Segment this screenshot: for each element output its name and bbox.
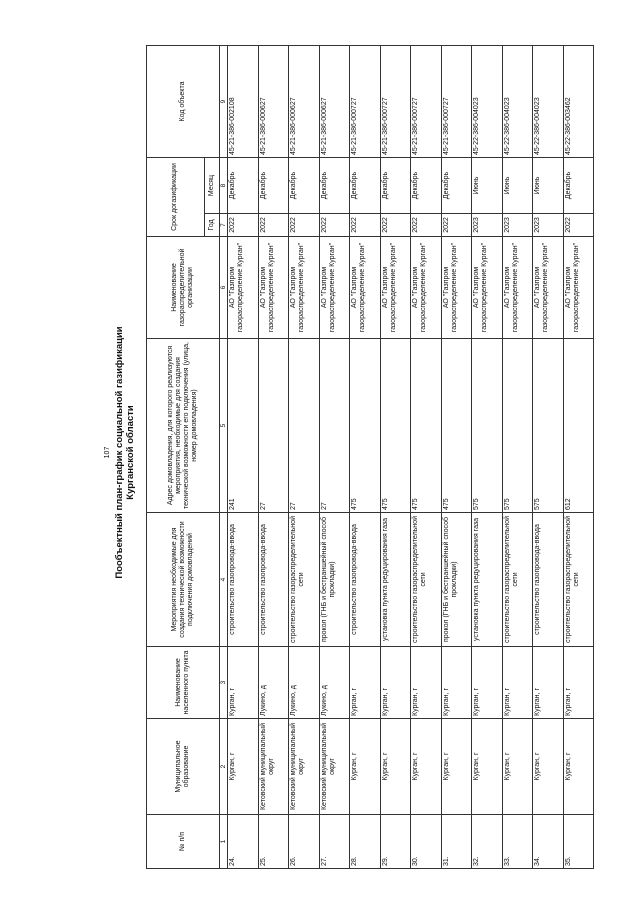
cell-municipality: Курган, г bbox=[502, 719, 533, 815]
cell-settlement: Курган, г bbox=[502, 647, 533, 719]
column-number: 9 bbox=[220, 46, 228, 158]
table-row bbox=[502, 46, 533, 869]
cell-settlement: Курган, г bbox=[533, 647, 564, 719]
cell-object-code: 45-21-386-000727 bbox=[380, 46, 411, 158]
cell-municipality: Курган, г bbox=[441, 719, 472, 815]
header-deadline-year: Год bbox=[205, 214, 220, 237]
table-row bbox=[228, 46, 259, 869]
table-row bbox=[350, 46, 381, 869]
cell-object-code: 45-22-386-004023 bbox=[502, 46, 533, 158]
gasification-schedule-table bbox=[146, 45, 594, 869]
cell-settlement: Курган, г bbox=[563, 647, 594, 719]
header-row bbox=[147, 46, 205, 869]
column-number: 2 bbox=[220, 719, 228, 815]
cell-address: 27 bbox=[289, 339, 320, 513]
cell-year: 2023 bbox=[502, 214, 533, 237]
cell-month: Декабрь bbox=[258, 158, 289, 214]
cell-num: 28. bbox=[350, 815, 381, 869]
cell-organization: АО "Газпром газораспределение Курган" bbox=[380, 237, 411, 339]
cell-address: 475 bbox=[411, 339, 442, 513]
table-row bbox=[472, 46, 503, 869]
cell-municipality: Курган, г bbox=[533, 719, 564, 815]
cell-organization: АО "Газпром газораспределение Курган" bbox=[533, 237, 564, 339]
column-number: 3 bbox=[220, 647, 228, 719]
cell-num: 25. bbox=[258, 815, 289, 869]
cell-month: Декабрь bbox=[350, 158, 381, 214]
cell-object-code: 45-22-386-004023 bbox=[472, 46, 503, 158]
title-line-1: Пообъектный план-график социальной газификации bbox=[114, 326, 125, 579]
cell-object-code: 45-21-386-000627 bbox=[319, 46, 350, 158]
cell-organization: АО "Газпром газораспределение Курган" bbox=[289, 237, 320, 339]
cell-num: 30. bbox=[411, 815, 442, 869]
table-row bbox=[533, 46, 564, 869]
cell-num: 32. bbox=[472, 815, 503, 869]
cell-measures: строительство газораспределительной сети bbox=[563, 513, 594, 647]
cell-settlement: Курган, г bbox=[441, 647, 472, 719]
header-deadline: Срок догазификации bbox=[147, 158, 205, 237]
cell-month: Июнь bbox=[472, 158, 503, 214]
cell-num: 31. bbox=[441, 815, 472, 869]
cell-settlement: Курган, г bbox=[380, 647, 411, 719]
cell-measures: строительство газораспределительной сети bbox=[289, 513, 320, 647]
cell-year: 2022 bbox=[411, 214, 442, 237]
cell-measures: строительство газораспределительной сети bbox=[411, 513, 442, 647]
header-object-code: Код объекта bbox=[147, 46, 220, 158]
cell-settlement: Курган, г bbox=[472, 647, 503, 719]
header-deadline-month: Месяц bbox=[205, 158, 220, 214]
cell-year: 2022 bbox=[380, 214, 411, 237]
cell-measures: строительство газораспределительной сети bbox=[502, 513, 533, 647]
cell-organization: АО "Газпром газораспределение Курган" bbox=[563, 237, 594, 339]
cell-object-code: 45-21-386-002108 bbox=[228, 46, 259, 158]
cell-month: Июнь bbox=[533, 158, 564, 214]
cell-month: Декабрь bbox=[411, 158, 442, 214]
cell-month: Июнь bbox=[502, 158, 533, 214]
column-number: 6 bbox=[220, 237, 228, 339]
cell-measures: строительство газопровода-ввода bbox=[350, 513, 381, 647]
cell-measures: прокол (ГНБ и бестраншейный способ прокладки) bbox=[441, 513, 472, 647]
cell-num: 26. bbox=[289, 815, 320, 869]
cell-municipality: Курган, г bbox=[350, 719, 381, 815]
cell-organization: АО "Газпром газораспределение Курган" bbox=[502, 237, 533, 339]
cell-municipality: Курган, г bbox=[411, 719, 442, 815]
cell-year: 2022 bbox=[258, 214, 289, 237]
cell-municipality: Курган, г bbox=[228, 719, 259, 815]
column-number: 5 bbox=[220, 339, 228, 513]
cell-year: 2022 bbox=[350, 214, 381, 237]
cell-year: 2022 bbox=[228, 214, 259, 237]
table-row bbox=[258, 46, 289, 869]
page-number: 107 bbox=[104, 446, 111, 459]
header-municipality: Муниципальное образование bbox=[147, 719, 220, 815]
cell-measures: установка пункта редуцирования газа bbox=[472, 513, 503, 647]
cell-object-code: 45-21-386-000627 bbox=[258, 46, 289, 158]
cell-measures: строительство газопровода-ввода bbox=[258, 513, 289, 647]
cell-object-code: 45-21-386-000627 bbox=[289, 46, 320, 158]
column-number: 4 bbox=[220, 513, 228, 647]
cell-object-code: 45-21-386-000727 bbox=[350, 46, 381, 158]
page-title bbox=[114, 0, 136, 905]
cell-object-code: 45-21-386-000727 bbox=[441, 46, 472, 158]
cell-measures: строительство газопровода-ввода bbox=[228, 513, 259, 647]
cell-month: Декабрь bbox=[319, 158, 350, 214]
cell-organization: АО "Газпром газораспределение Курган" bbox=[411, 237, 442, 339]
cell-organization: АО "Газпром газораспределение Курган" bbox=[228, 237, 259, 339]
cell-address: 575 bbox=[533, 339, 564, 513]
cell-num: 35. bbox=[563, 815, 594, 869]
cell-organization: АО "Газпром газораспределение Курган" bbox=[319, 237, 350, 339]
cell-address: 575 bbox=[472, 339, 503, 513]
cell-address: 475 bbox=[350, 339, 381, 513]
table-row bbox=[319, 46, 350, 869]
column-number: 8 bbox=[220, 158, 228, 214]
cell-municipality: Курган, г bbox=[472, 719, 503, 815]
title-line-2: Курганской области bbox=[125, 405, 136, 500]
header-organization: Наименование газораспределительной организации bbox=[147, 237, 220, 339]
cell-organization: АО "Газпром газораспределение Курган" bbox=[258, 237, 289, 339]
cell-settlement: Лукино, д bbox=[258, 647, 289, 719]
cell-measures: строительство газопровода-ввода bbox=[533, 513, 564, 647]
cell-municipality: Кетовский муниципальный округ bbox=[319, 719, 350, 815]
header-settlement: Наименование населенного пункта bbox=[147, 647, 220, 719]
cell-municipality: Кетовский муниципальный округ bbox=[289, 719, 320, 815]
cell-settlement: Лукино, д bbox=[319, 647, 350, 719]
cell-address: 27 bbox=[258, 339, 289, 513]
cell-settlement: Лукино, д bbox=[289, 647, 320, 719]
cell-settlement: Курган, г bbox=[350, 647, 381, 719]
cell-address: 475 bbox=[380, 339, 411, 513]
cell-object-code: 45-21-386-000727 bbox=[411, 46, 442, 158]
cell-month: Декабрь bbox=[441, 158, 472, 214]
cell-address: 241 bbox=[228, 339, 259, 513]
cell-num: 27. bbox=[319, 815, 350, 869]
cell-num: 29. bbox=[380, 815, 411, 869]
cell-month: Декабрь bbox=[228, 158, 259, 214]
header-measures: Мероприятия необходимые для создания технической возможности подключения домовладений bbox=[147, 513, 220, 647]
table-row bbox=[563, 46, 594, 869]
cell-object-code: 45-22-386-004023 bbox=[533, 46, 564, 158]
cell-month: Декабрь bbox=[289, 158, 320, 214]
cell-num: 33. bbox=[502, 815, 533, 869]
table-row bbox=[380, 46, 411, 869]
cell-settlement: Курган, г bbox=[228, 647, 259, 719]
cell-address: 475 bbox=[441, 339, 472, 513]
cell-measures: установка пункта редуцирования газа bbox=[380, 513, 411, 647]
cell-municipality: Курган, г bbox=[563, 719, 594, 815]
cell-municipality: Курган, г bbox=[380, 719, 411, 815]
cell-month: Декабрь bbox=[563, 158, 594, 214]
cell-num: 24. bbox=[228, 815, 259, 869]
header-num: № п/п bbox=[147, 815, 220, 869]
column-number-row bbox=[220, 46, 228, 869]
cell-municipality: Кетовский муниципальный округ bbox=[258, 719, 289, 815]
cell-year: 2022 bbox=[563, 214, 594, 237]
cell-settlement: Курган, г bbox=[411, 647, 442, 719]
table-body bbox=[228, 46, 594, 869]
table-row bbox=[289, 46, 320, 869]
cell-year: 2023 bbox=[533, 214, 564, 237]
cell-num: 34. bbox=[533, 815, 564, 869]
cell-address: 27 bbox=[319, 339, 350, 513]
cell-month: Декабрь bbox=[380, 158, 411, 214]
header-address: Адрес домовладения, для которого реализуются мероприятия, необходимые для создания технической возможности его подключения (улица, номер домовладения) bbox=[147, 339, 220, 513]
cell-address: 612 bbox=[563, 339, 594, 513]
column-number: 1 bbox=[220, 815, 228, 869]
cell-address: 575 bbox=[502, 339, 533, 513]
cell-year: 2022 bbox=[319, 214, 350, 237]
cell-organization: АО "Газпром газораспределение Курган" bbox=[350, 237, 381, 339]
cell-year: 2022 bbox=[289, 214, 320, 237]
cell-object-code: 45-22-386-003462 bbox=[563, 46, 594, 158]
table-row bbox=[411, 46, 442, 869]
cell-measures: прокол (ГНБ и бестраншейный способ прокладки) bbox=[319, 513, 350, 647]
cell-year: 2023 bbox=[472, 214, 503, 237]
cell-organization: АО "Газпром газораспределение Курган" bbox=[472, 237, 503, 339]
table-row bbox=[441, 46, 472, 869]
column-number: 7 bbox=[220, 214, 228, 237]
cell-organization: АО "Газпром газораспределение Курган" bbox=[441, 237, 472, 339]
cell-year: 2022 bbox=[441, 214, 472, 237]
